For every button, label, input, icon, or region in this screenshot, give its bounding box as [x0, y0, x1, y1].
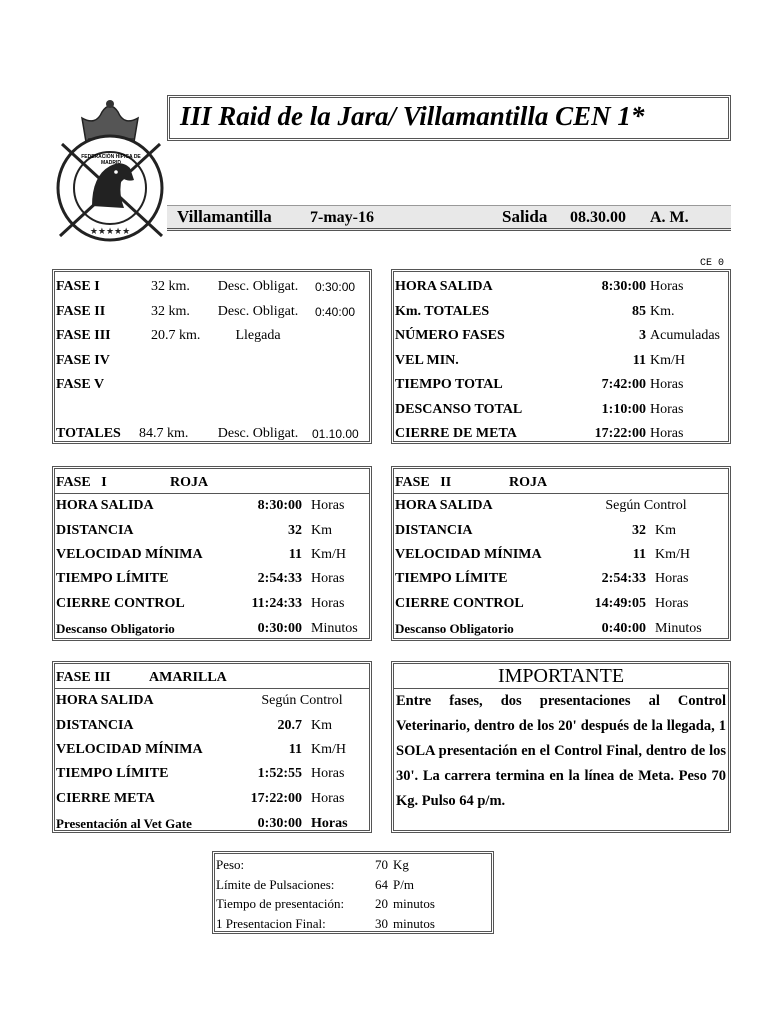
- fase1-header: [55, 471, 369, 494]
- summary-row: [394, 373, 728, 397]
- bottom-row: [215, 875, 491, 894]
- summary-label: CIERRE DE META: [395, 426, 517, 441]
- fase3-row: [55, 689, 369, 713]
- summary-label: VEL MIN.: [395, 353, 459, 368]
- federation-logo: [52, 96, 170, 246]
- fase2-label: VELOCIDAD MÍNIMA: [395, 547, 542, 562]
- fase3-unit: Km: [311, 718, 332, 733]
- page-title: III Raid de la Jara/ Villamantilla CEN 1*: [180, 101, 645, 131]
- fase1-label: DISTANCIA: [56, 523, 134, 538]
- summary-table: [391, 269, 731, 444]
- bottom-unit: P/m: [393, 876, 414, 892]
- bottom-value: 30: [375, 915, 388, 931]
- svg-text:★★★★★: ★★★★★: [89, 226, 131, 236]
- phase-row: [55, 300, 369, 324]
- summary-row: [394, 324, 728, 348]
- fase3-row: [55, 812, 369, 836]
- summary-value: 7:42:00: [601, 377, 646, 392]
- fase2-label: CIERRE CONTROL: [395, 596, 524, 611]
- bottom-unit: Kg: [393, 857, 409, 872]
- bottom-unit: minutos: [393, 915, 435, 931]
- bottom-row: [215, 855, 491, 874]
- summary-unit: Horas: [650, 377, 684, 392]
- summary-label: TIEMPO TOTAL: [395, 377, 503, 392]
- fase3-name: FASE III: [56, 670, 111, 685]
- fase1-label: HORA SALIDA: [56, 498, 154, 513]
- fase1-row: [55, 519, 369, 543]
- fase3-box: [52, 661, 372, 833]
- totals-km: 84.7 km.: [139, 426, 189, 441]
- fase2-row: [394, 519, 728, 543]
- phase-rest-label: Desc. Obligat.: [217, 304, 299, 319]
- summary-label: NÚMERO FASES: [395, 328, 505, 343]
- fase2-value: 11: [632, 547, 646, 562]
- fase1-box: [52, 466, 372, 641]
- fase2-label: HORA SALIDA: [395, 498, 493, 513]
- phase-name: FASE IV: [56, 353, 110, 368]
- summary-value: 85: [632, 304, 646, 319]
- fase1-unit: Horas: [311, 596, 345, 611]
- fase3-value: 20.7: [277, 718, 302, 733]
- totals-rest-label: Desc. Obligat.: [217, 426, 299, 441]
- fase1-color: ROJA: [170, 475, 209, 490]
- summary-value: 3: [639, 328, 646, 343]
- fase1-name: FASE I: [56, 475, 107, 490]
- bottom-label: Tiempo de presentación:: [216, 896, 345, 911]
- fase2-unit: Minutos: [655, 621, 702, 636]
- summary-label: Km. TOTALES: [395, 304, 490, 319]
- summary-unit: Horas: [650, 426, 684, 441]
- fase3-unit: Horas: [311, 816, 348, 831]
- fase2-unit: Horas: [655, 571, 689, 586]
- summary-value: 11: [632, 353, 646, 368]
- bottom-value: 64: [375, 876, 388, 892]
- fase1-unit: Horas: [311, 498, 345, 513]
- importante-title: IMPORTANTE: [394, 664, 728, 689]
- fase2-label: DISTANCIA: [395, 523, 473, 538]
- fase1-value: 11:24:33: [251, 596, 302, 611]
- fase3-label: TIEMPO LÍMITE: [56, 766, 169, 781]
- fase1-unit: Km: [311, 523, 332, 538]
- fase2-unit: Km/H: [655, 547, 690, 562]
- fase1-row: [55, 592, 369, 616]
- fase2-value: 0:40:00: [601, 621, 646, 636]
- federation-crest-icon: [52, 96, 170, 246]
- summary-row: [394, 275, 728, 299]
- phases-table: [52, 269, 372, 444]
- fase3-label: Presentación al Vet Gate: [56, 816, 192, 831]
- fase3-header: [55, 666, 369, 689]
- summary-label: HORA SALIDA: [395, 279, 493, 294]
- summary-unit: Horas: [650, 402, 684, 417]
- summary-unit: Acumuladas: [650, 328, 720, 343]
- fase3-label: HORA SALIDA: [56, 693, 154, 708]
- fase2-row: [394, 617, 728, 641]
- start-time: 08.30.00: [570, 209, 626, 226]
- phase-name: FASE V: [56, 377, 105, 392]
- summary-row: [394, 349, 728, 373]
- fase1-label: VELOCIDAD MÍNIMA: [56, 547, 203, 562]
- fase3-row: [55, 738, 369, 762]
- fase3-row: [55, 762, 369, 786]
- summary-value: 1:10:00: [601, 402, 646, 417]
- fase1-unit: Horas: [311, 571, 345, 586]
- bottom-value: 70: [375, 857, 388, 872]
- phase-name: FASE III: [56, 328, 111, 343]
- fase3-value: 17:22:00: [250, 791, 302, 806]
- fase1-row: [55, 494, 369, 518]
- totals-rest: 01.10.00: [312, 427, 359, 441]
- fase2-label: Descanso Obligatorio: [395, 621, 514, 636]
- fase1-value: 11: [288, 547, 302, 562]
- phase-km: 32 km.: [151, 304, 190, 319]
- bottom-value: 20: [375, 896, 388, 911]
- phase-name: FASE I: [56, 279, 100, 294]
- phase-rest-label: Llegada: [235, 328, 281, 343]
- title-box: [167, 95, 731, 141]
- fase3-label: DISTANCIA: [56, 718, 134, 733]
- summary-unit: Km.: [650, 304, 675, 319]
- fase3-color: AMARILLA: [149, 670, 227, 685]
- fase3-value: Según Control: [261, 693, 343, 708]
- importante-text: Entre fases, dos presentaciones al Control Veterinario, dentro de los 20' después de la llegada, 1 SOLA presentación en el Control Final, dentro de los 30'. La carrera termina en la línea de Meta. Peso 70 Kg. Pulso 64 p/m.: [396, 693, 726, 809]
- fase2-row: [394, 592, 728, 616]
- bottom-label: Peso:: [216, 857, 245, 872]
- fase1-unit: Minutos: [311, 621, 358, 636]
- fase1-unit: Km/H: [311, 547, 346, 562]
- summary-label: DESCANSO TOTAL: [395, 402, 523, 417]
- bottom-row: [215, 914, 491, 933]
- totals-row: [55, 422, 369, 446]
- event-date: 7-may-16: [310, 209, 374, 226]
- totals-label: TOTALES: [56, 426, 121, 441]
- fase2-value: 2:54:33: [601, 571, 646, 586]
- fase1-row: [55, 567, 369, 591]
- logo-text: FEDERACIÓN HÍPICA DE MADRID: [81, 154, 141, 166]
- fase2-label: TIEMPO LÍMITE: [395, 571, 508, 586]
- phase-rest-label: Desc. Obligat.: [217, 279, 299, 294]
- fase2-value: Según Control: [605, 498, 687, 513]
- importante-box: [391, 661, 731, 833]
- summary-row: [394, 422, 728, 446]
- fase1-value: 32: [288, 523, 302, 538]
- summary-value: 17:22:00: [594, 426, 646, 441]
- start-label: Salida: [502, 207, 548, 226]
- fase1-value: 2:54:33: [257, 571, 302, 586]
- fase3-unit: Horas: [311, 791, 345, 806]
- fase1-label: Descanso Obligatorio: [56, 621, 175, 636]
- summary-row: [394, 398, 728, 422]
- summary-value: 8:30:00: [601, 279, 646, 294]
- fase3-value: 11: [288, 742, 302, 757]
- fase1-row: [55, 617, 369, 641]
- bottom-unit: minutos: [393, 896, 435, 911]
- fase3-value: 0:30:00: [257, 816, 302, 831]
- fase2-row: [394, 494, 728, 518]
- event-bar: [167, 205, 731, 231]
- fase1-label: TIEMPO LÍMITE: [56, 571, 169, 586]
- start-ampm: A. M.: [650, 209, 689, 226]
- fase3-label: VELOCIDAD MÍNIMA: [56, 742, 203, 757]
- fase1-value: 8:30:00: [257, 498, 302, 513]
- fase2-unit: Km: [655, 523, 676, 538]
- fase3-unit: Horas: [311, 766, 345, 781]
- bottom-row: [215, 894, 491, 913]
- phase-km: 20.7 km.: [151, 328, 201, 343]
- phase-row: [55, 324, 369, 348]
- phase-rest: 0:30:00: [315, 280, 356, 294]
- fase3-row: [55, 787, 369, 811]
- doc-code: CE 0: [700, 258, 725, 269]
- fase2-header: [394, 471, 728, 494]
- phase-row: [55, 275, 369, 299]
- phase-name: FASE II: [56, 304, 106, 319]
- fase2-value: 32: [632, 523, 646, 538]
- fase2-value: 14:49:05: [594, 596, 646, 611]
- fase2-box: [391, 466, 731, 641]
- fase1-value: 0:30:00: [257, 621, 302, 636]
- fase2-row: [394, 543, 728, 567]
- fase1-label: CIERRE CONTROL: [56, 596, 185, 611]
- phase-km: 32 km.: [151, 279, 190, 294]
- summary-unit: Km/H: [650, 353, 685, 368]
- phase-row: [55, 373, 369, 397]
- phase-row: [55, 349, 369, 373]
- fase3-value: 1:52:55: [257, 766, 302, 781]
- summary-unit: Horas: [650, 279, 684, 294]
- bottom-label: 1 Presentacion Final:: [216, 915, 326, 931]
- fase3-row: [55, 714, 369, 738]
- event-location: Villamantilla: [177, 207, 272, 226]
- fase2-name: FASE II: [395, 475, 452, 490]
- fase2-color: ROJA: [509, 475, 548, 490]
- summary-row: [394, 300, 728, 324]
- fase3-unit: Km/H: [311, 742, 346, 757]
- fase3-label: CIERRE META: [56, 791, 155, 806]
- fase2-row: [394, 567, 728, 591]
- bottom-label: Límite de Pulsaciones:: [216, 876, 335, 892]
- fase2-unit: Horas: [655, 596, 689, 611]
- bottom-info-table: [212, 851, 494, 934]
- fase1-row: [55, 543, 369, 567]
- phase-rest: 0:40:00: [315, 305, 356, 319]
